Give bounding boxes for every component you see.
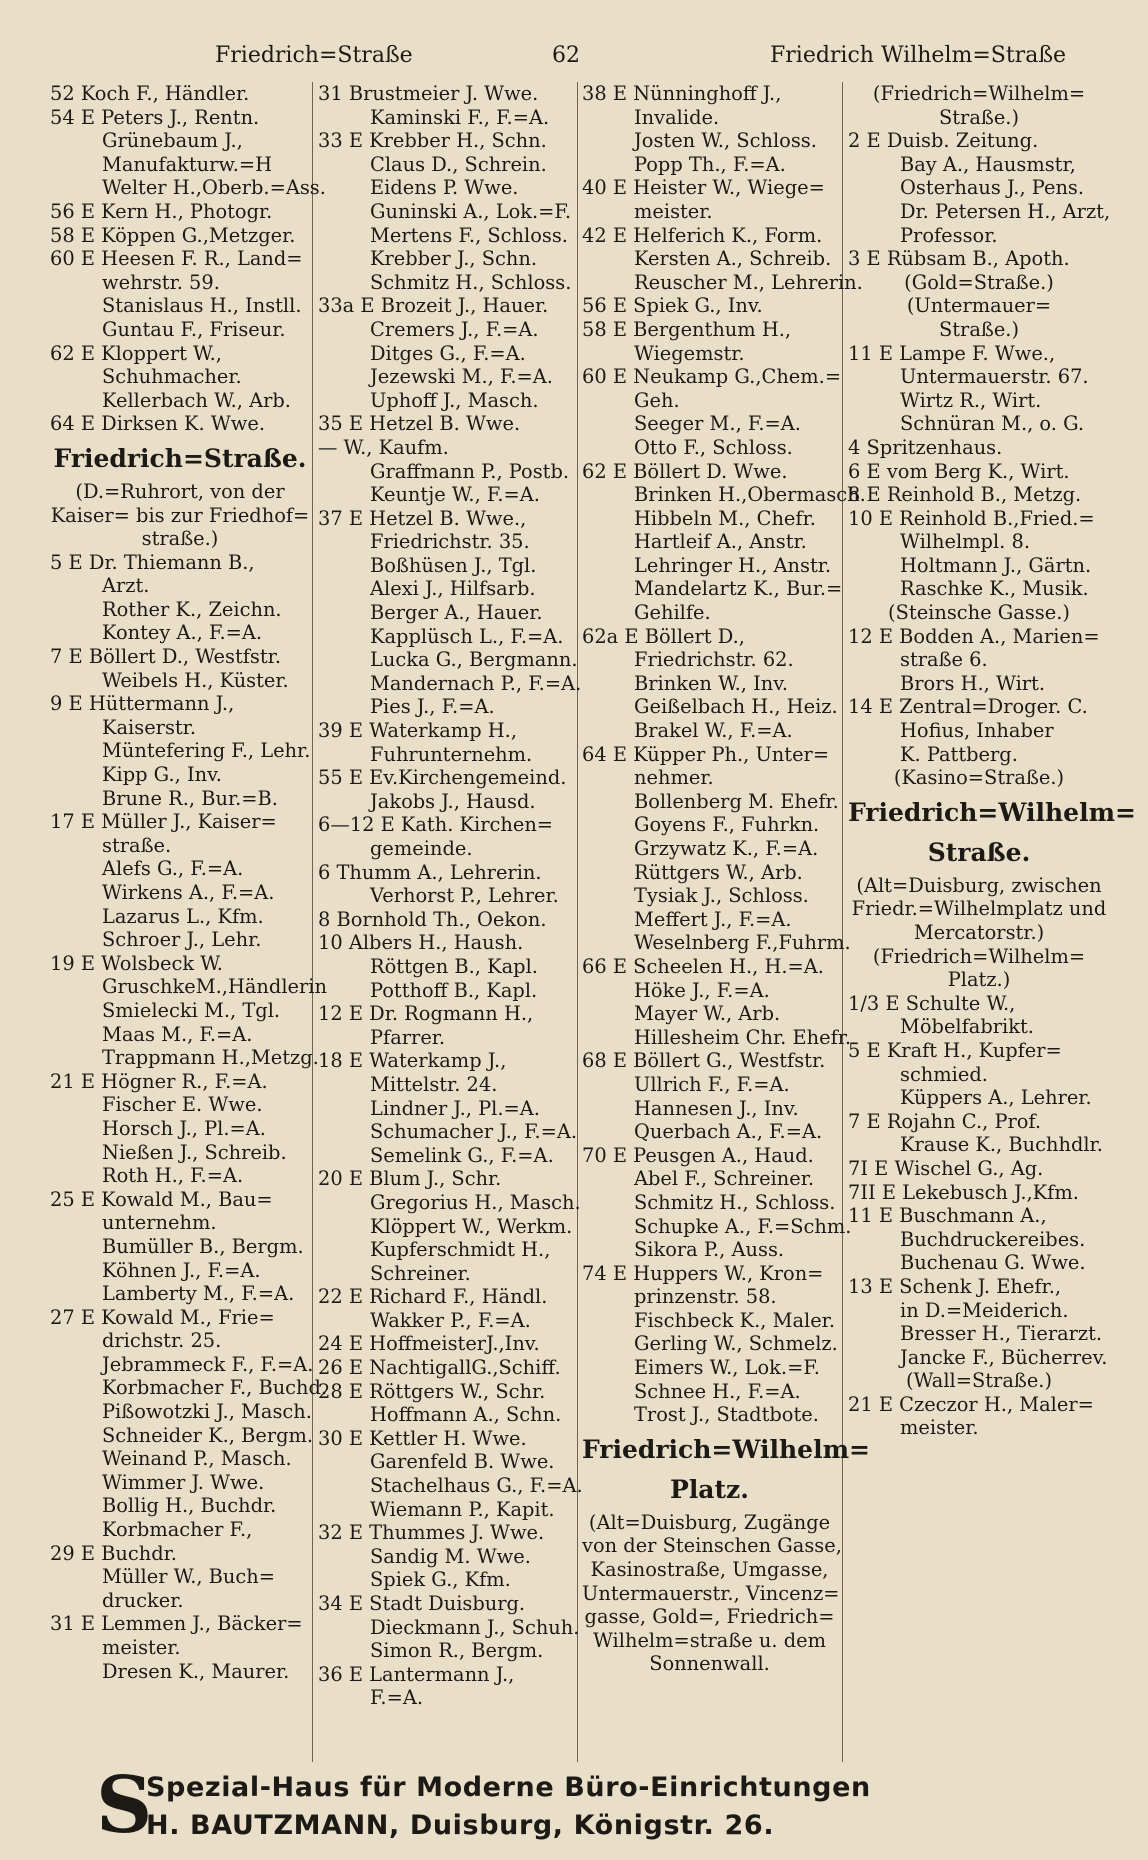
directory-line: Wirtz R., Wirt. <box>900 388 1042 412</box>
directory-line: 10 E Reinhold B.,Fried.= <box>848 506 1095 530</box>
directory-line: Korbmacher F., Buchd. <box>102 1376 328 1400</box>
directory-line: Wilhelmpl. 8. <box>900 530 1030 554</box>
directory-line: Bollenberg M. Ehefr. <box>634 789 839 813</box>
directory-line: Klöppert W., Werkm. <box>370 1214 573 1238</box>
directory-line: 5 E Dr. Thiemann B., <box>50 550 255 574</box>
directory-line: 62 E Böllert D. Wwe. <box>582 459 788 483</box>
directory-line: 62 E Kloppert W., <box>50 341 222 365</box>
street-note: gasse, Gold=, Friedrich= <box>584 1605 835 1629</box>
street-heading: Straße. <box>927 837 1031 867</box>
street-note: (Steinsche Gasse.) <box>888 601 1070 625</box>
directory-line: Sikora P., Auss. <box>634 1238 785 1262</box>
street-heading: Friedrich=Wilhelm= <box>848 797 1136 827</box>
column-4 <box>848 82 1136 1440</box>
directory-line: Invalide. <box>634 105 720 129</box>
directory-line: Mandelartz K., Bur.= <box>634 577 843 601</box>
street-note: (Alt=Duisburg, Zugänge <box>588 1510 831 1534</box>
directory-line: 58 E Köppen G.,Metzger. <box>50 223 296 247</box>
directory-line: 30 E Kettler H. Wwe. <box>318 1426 527 1450</box>
directory-line: 34 E Stadt Duisburg. <box>318 1592 526 1615</box>
directory-line: Horsch J., Pl.=A. <box>102 1116 266 1140</box>
directory-line: 12 E Dr. Rogmann H., <box>318 1002 534 1026</box>
street-note: Kasinostraße, Umgasse, <box>590 1558 829 1582</box>
advertisement-banner <box>96 1760 1076 1851</box>
directory-line: Brakel W., F.=A. <box>634 719 793 743</box>
directory-line: 32 E Thummes J. Wwe. <box>318 1521 545 1545</box>
ad-initial-letter: S <box>96 1760 153 1851</box>
directory-line: 38 E Nünninghoff J., <box>582 82 782 105</box>
column-3 <box>582 82 870 1676</box>
directory-line: unternehm. <box>102 1211 217 1235</box>
directory-line: Hoffmann A., Schn. <box>370 1403 562 1427</box>
directory-line: 36 E Lantermann J., <box>318 1662 515 1686</box>
directory-line: Abel F., Schreiner. <box>634 1167 815 1191</box>
running-head-left: Friedrich=Straße <box>215 43 413 68</box>
directory-line: Dieckmann J., Schuh. <box>370 1615 580 1639</box>
street-note: Straße.) <box>938 317 1020 341</box>
directory-line: Ditges G., F.=A. <box>370 341 526 365</box>
directory-line: Hofius, Inhaber <box>900 719 1054 743</box>
column-1 <box>50 82 328 1683</box>
directory-line: 66 E Scheelen H., H.=A. <box>582 954 824 978</box>
street-note: (D.=Ruhrort, von der <box>75 479 285 503</box>
directory-line: Alexi J., Hilfsarb. <box>370 577 536 601</box>
directory-line: 21 E Högner R., F.=A. <box>50 1069 268 1093</box>
directory-line: Mertens F., Schloss. <box>370 223 568 247</box>
street-note: Friedr.=Wilhelmplatz und <box>851 897 1107 921</box>
directory-line: Küppers A., Lehrer. <box>900 1086 1092 1110</box>
directory-line: Kellerbach W., Arb. <box>102 388 291 412</box>
directory-line: Schupke A., F.=Schm. <box>634 1214 852 1238</box>
directory-line: Friedrichstr. 35. <box>370 530 530 554</box>
directory-line: Guntau F., Friseur. <box>102 317 286 341</box>
directory-line: Otto F., Schloss. <box>634 435 793 459</box>
directory-line: Pies J., F.=A. <box>370 695 495 719</box>
directory-line: 64 E Dirksen K. Wwe. <box>50 412 265 436</box>
directory-line: Geh. <box>634 388 680 412</box>
directory-line: Arzt. <box>102 574 150 598</box>
directory-line: Kontey A., F.=A. <box>102 621 263 645</box>
directory-line: Alefs G., F.=A. <box>102 857 244 881</box>
directory-line: 24 E HoffmeisterJ.,Inv. <box>318 1332 540 1356</box>
directory-line: 33 E Krebber H., Schn. <box>318 129 547 153</box>
directory-line: Semelink G., F.=A. <box>370 1143 554 1167</box>
street-heading: Platz. <box>670 1474 749 1504</box>
directory-line: 64 E Küpper Ph., Unter= <box>582 742 830 766</box>
street-note: Straße.) <box>938 105 1020 129</box>
street-note: (Kasino=Straße.) <box>893 766 1065 790</box>
directory-line: 60 E Heesen F. R., Land= <box>50 247 303 271</box>
directory-line: Buchenau G. Wwe. <box>900 1251 1086 1275</box>
directory-line: Friedrichstr. 62. <box>634 648 794 672</box>
directory-line: Lamberty M., F.=A. <box>102 1282 295 1306</box>
directory-line: Wakker P., F.=A. <box>370 1308 531 1332</box>
directory-line: Röttgen B., Kapl. <box>370 954 538 978</box>
directory-line: 52 Koch F., Händler. <box>50 82 250 105</box>
directory-line: Guninski A., Lok.=F. <box>370 199 572 223</box>
directory-line: 28 E Röttgers W., Schr. <box>318 1379 546 1403</box>
directory-line: Spiek G., Kfm. <box>370 1568 511 1592</box>
directory-line: Osterhaus J., Pens. <box>900 176 1085 200</box>
directory-line: 21 E Czeczor H., Maler= <box>848 1392 1094 1416</box>
directory-line: 35 E Hetzel B. Wwe. <box>318 412 521 436</box>
directory-line: Gregorius H., Masch. <box>370 1190 581 1214</box>
directory-line: Köhnen J., F.=A. <box>102 1258 261 1282</box>
directory-line: Manufakturw.=H <box>102 152 273 176</box>
directory-line: 68 E Böllert G., Westfstr. <box>582 1049 826 1073</box>
directory-line: Roth H., F.=A. <box>102 1164 244 1188</box>
street-note: (Friedrich=Wilhelm= <box>872 82 1086 105</box>
directory-line: 42 E Helferich K., Form. <box>582 223 823 247</box>
directory-line: 31 E Lemmen J., Bäcker= <box>50 1612 303 1636</box>
directory-line: meister. <box>634 199 713 223</box>
directory-line: Bresser H., Tierarzt. <box>900 1322 1103 1346</box>
directory-line: 70 E Peusgen A., Haud. <box>582 1143 814 1167</box>
street-note: (Wall=Straße.) <box>905 1369 1053 1393</box>
directory-line: Stanislaus H., Instll. <box>102 294 302 318</box>
directory-line: Müller W., Buch= <box>102 1565 276 1589</box>
directory-line: Grünebaum J., <box>102 129 243 153</box>
directory-line: Seeger M., F.=A. <box>634 412 801 436</box>
directory-line: 1/3 E Schulte W., <box>848 991 1016 1015</box>
directory-line: Josten W., Schloss. <box>634 129 817 153</box>
directory-line: Holtmann J., Gärtn. <box>900 553 1092 577</box>
directory-line: Graffmann P., Postb. <box>370 459 570 483</box>
directory-line: Welter H.,Oberb.=Ass. <box>102 176 326 200</box>
directory-line: Brune R., Bur.=B. <box>102 786 278 810</box>
directory-line: Fuhrunternehm. <box>370 742 533 766</box>
directory-line: Buchdruckereibes. <box>900 1227 1086 1251</box>
directory-line: Berger A., Hauer. <box>370 601 543 625</box>
directory-line: Weibels H., Küster. <box>102 668 289 692</box>
directory-line: prinzenstr. 58. <box>634 1285 777 1309</box>
directory-line: Mayer W., Arb. <box>634 1002 781 1026</box>
directory-line: Kaminski F., F.=A. <box>370 105 550 129</box>
column-rule <box>577 82 578 1762</box>
directory-line: Lehringer H., Anstr. <box>634 553 832 577</box>
directory-line: 14 E Zentral=Droger. C. <box>848 695 1088 719</box>
directory-line: Trappmann H.,Metzg. <box>102 1046 319 1070</box>
directory-line: 55 E Ev.Kirchengemeind. <box>318 766 567 790</box>
directory-line: Lazarus L., Kfm. <box>102 904 264 928</box>
directory-line: 6—12 E Kath. Kirchen= <box>318 813 554 837</box>
directory-line: Dr. Petersen H., Arzt, <box>900 199 1111 223</box>
directory-line: Schnüran M., o. G. <box>900 412 1085 436</box>
directory-line: 58 E Bergenthum H., <box>582 317 792 341</box>
directory-line: K. Pattberg. <box>900 742 1018 766</box>
directory-line: Keuntje W., F.=A. <box>370 483 540 507</box>
directory-line: 2 E Duisb. Zeitung. <box>848 129 1039 153</box>
directory-line: 27 E Kowald M., Frie= <box>50 1305 275 1329</box>
street-note: (Untermauer= <box>906 294 1052 318</box>
street-note: Untermauerstr., Vincenz= <box>582 1581 840 1605</box>
directory-line: F.=A. <box>370 1686 424 1710</box>
directory-line: 29 E Buchdr. <box>50 1541 177 1565</box>
directory-line: straße. <box>102 833 172 857</box>
street-note: Wilhelm=straße u. dem <box>592 1628 827 1652</box>
directory-line: Schreiner. <box>370 1261 471 1285</box>
directory-line: Rother K., Zeichn. <box>102 597 282 621</box>
directory-line: 56 E Kern H., Photogr. <box>50 199 273 223</box>
directory-line: Potthoff B., Kapl. <box>370 978 538 1002</box>
directory-line: Meffert J., F.=A. <box>634 907 792 931</box>
directory-line: Verhorst P., Lehrer. <box>370 884 559 908</box>
directory-line: 7I E Wischel G., Ag. <box>848 1156 1044 1180</box>
directory-line: Mandernach P., F.=A. <box>370 671 582 695</box>
directory-line: Hillesheim Chr. Ehefr. <box>634 1025 852 1049</box>
directory-line: Schmitz H., Schloss. <box>370 270 572 294</box>
directory-line: 56 E Spiek G., Inv. <box>582 294 763 318</box>
directory-line: drucker. <box>102 1588 184 1612</box>
directory-line: Goyens F., Fuhrkn. <box>634 813 820 837</box>
directory-line: Rüttgers W., Arb. <box>634 860 803 884</box>
directory-line: 25 E Kowald M., Bau= <box>50 1187 273 1211</box>
directory-line: 33a E Brozeit J., Hauer. <box>318 294 549 318</box>
directory-line: Fischbeck K., Maler. <box>634 1308 835 1332</box>
street-note: von der Steinschen Gasse, <box>582 1534 842 1558</box>
directory-line: Schmitz H., Schloss. <box>634 1190 836 1214</box>
directory-line: 37 E Hetzel B. Wwe., <box>318 506 527 530</box>
directory-line: 5 E Kraft H., Kupfer= <box>848 1038 1062 1062</box>
directory-line: gemeinde. <box>370 837 473 860</box>
directory-line: Uphoff J., Masch. <box>370 388 539 412</box>
directory-line: 9 E Hüttermann J., <box>50 692 235 716</box>
street-note: straße.) <box>141 527 219 551</box>
directory-line: Jebrammeck F., F.=A. <box>102 1352 314 1376</box>
directory-line: 4 Spritzenhaus. <box>848 435 1003 459</box>
directory-line: Eimers W., Lok.=F. <box>634 1356 820 1380</box>
directory-line: 7 E Böllert D., Westfstr. <box>50 645 281 669</box>
directory-line: Bumüller B., Bergm. <box>102 1234 304 1258</box>
directory-line: 26 E NachtigallG.,Schiff. <box>318 1356 561 1380</box>
street-note: Mercatorstr.) <box>913 921 1045 944</box>
directory-line: Lindner J., Pl.=A. <box>370 1096 540 1120</box>
directory-line: Weselnberg F.,Fuhrm. <box>634 931 851 955</box>
directory-line: Brors H., Wirt. <box>900 671 1045 695</box>
directory-line: 7II E Lekebusch J.,Kfm. <box>848 1180 1079 1204</box>
directory-line: Trost J., Stadtbote. <box>634 1403 819 1427</box>
directory-line: Tysiak J., Schloss. <box>634 884 809 908</box>
directory-line: 19 E Wolsbeck W. <box>50 951 223 975</box>
directory-line: Kupferschmidt H., <box>370 1238 551 1262</box>
directory-line: Eidens P. Wwe. <box>370 176 519 200</box>
directory-line: Schnee H., F.=A. <box>634 1379 801 1403</box>
directory-line: 6 E vom Berg K., Wirt. <box>848 459 1070 483</box>
directory-line: 31 Brustmeier J. Wwe. <box>318 82 539 105</box>
directory-line: Grzywatz K., F.=A. <box>634 837 819 860</box>
directory-line: Dresen K., Maurer. <box>102 1659 290 1683</box>
street-note: (Friedrich=Wilhelm= <box>872 944 1086 968</box>
directory-line: drichstr. 25. <box>102 1329 222 1353</box>
column-2 <box>318 82 583 1710</box>
directory-line: — W., Kaufm. <box>318 435 449 459</box>
directory-line: Geißelbach H., Heiz. <box>634 695 838 719</box>
street-note: (Alt=Duisburg, zwischen <box>856 873 1102 897</box>
directory-line: Schroer J., Lehr. <box>102 928 262 952</box>
street-heading: Friedrich=Straße. <box>53 443 307 473</box>
directory-line: Brinken W., Inv. <box>634 671 789 695</box>
directory-line: 12 E Bodden A., Marien= <box>848 624 1100 648</box>
directory-line: 11 E Lampe F. Wwe., <box>848 341 1056 365</box>
directory-line: Schumacher J., F.=A. <box>370 1120 578 1144</box>
directory-line: 10 Albers H., Haush. <box>318 931 524 955</box>
directory-line: Wirkens A., F.=A. <box>102 881 275 904</box>
directory-line: Reuscher M., Lehrerin. <box>634 270 863 294</box>
directory-line: Wiemann P., Kapit. <box>370 1497 555 1521</box>
street-note: Kaiser= bis zur Friedhof= <box>50 503 310 527</box>
directory-line: 40 E Heister W., Wiege= <box>582 176 825 200</box>
directory-line: 20 E Blum J., Schr. <box>318 1167 502 1191</box>
page-number: 62 <box>552 43 580 68</box>
directory-line: straße 6. <box>900 648 988 672</box>
directory-line: Gehilfe. <box>634 601 711 625</box>
directory-line: Hibbeln M., Chefr. <box>634 506 816 530</box>
directory-line: Boßhüsen J., Tgl. <box>370 553 537 577</box>
directory-line: Maas M., F.=A. <box>102 1022 253 1046</box>
directory-line: 18 E Waterkamp J., <box>318 1049 507 1073</box>
directory-line: Krebber J., Schn. <box>370 247 538 271</box>
directory-line: 8 E Reinhold B., Metzg. <box>848 483 1082 507</box>
directory-line: 62a E Böllert D., <box>582 624 745 648</box>
directory-line: Pißowotzki J., Masch. <box>102 1400 312 1424</box>
directory-line: Lucka G., Bergmann. <box>370 648 578 672</box>
directory-line: Schneider K., Bergm. <box>102 1423 314 1447</box>
running-head-right: Friedrich Wilhelm=Straße <box>770 43 1067 68</box>
directory-line: Jakobs J., Hausd. <box>370 789 536 813</box>
street-note: Platz.) <box>947 968 1011 992</box>
directory-line: Müntefering F., Lehr. <box>102 739 311 763</box>
directory-line: 74 E Huppers W., Kron= <box>582 1261 824 1285</box>
directory-line: in D.=Meiderich. <box>900 1298 1069 1322</box>
directory-line: Mittelstr. 24. <box>370 1072 498 1096</box>
directory-line: Möbelfabrikt. <box>900 1015 1034 1039</box>
directory-line: Claus D., Schrein. <box>370 152 547 176</box>
directory-line: meister. <box>102 1636 181 1659</box>
directory-line: Smielecki M., Tgl. <box>102 998 281 1022</box>
directory-line: 11 E Buschmann A., <box>848 1204 1047 1228</box>
directory-line: 3 E Rübsam B., Apoth. <box>848 247 1070 271</box>
directory-line: Jancke F., Bücherrev. <box>900 1345 1108 1369</box>
directory-line: Gerling W., Schmelz. <box>634 1332 838 1356</box>
directory-line: 54 E Peters J., Rentn. <box>50 105 260 129</box>
directory-line: meister. <box>900 1416 979 1440</box>
directory-line: Jezewski M., F.=A. <box>370 365 553 389</box>
directory-line: Schuhmacher. <box>102 365 242 389</box>
directory-line: nehmer. <box>634 766 714 790</box>
directory-line: Krause K., Buchhdlr. <box>900 1133 1103 1157</box>
directory-line: Kersten A., Schreib. <box>634 247 832 271</box>
directory-line: Garenfeld B. Wwe. <box>370 1450 555 1474</box>
directory-line: Kaiserstr. <box>102 715 196 739</box>
directory-line: Kapplüsch L., F.=A. <box>370 624 564 648</box>
directory-line: 13 E Schenk J. Ehefr., <box>848 1274 1062 1298</box>
directory-line: schmied. <box>900 1062 988 1086</box>
directory-line: Pfarrer. <box>370 1025 446 1049</box>
directory-line: Bay A., Hausmstr, <box>900 152 1076 176</box>
street-heading: Friedrich=Wilhelm= <box>582 1434 870 1464</box>
ad-line-2: H. BAUTZMANN, Duisburg, Königstr. 26. <box>146 1810 775 1841</box>
directory-line: Brinken H.,Obermasch. <box>634 483 866 507</box>
directory-line: Fischer E. Wwe. <box>102 1093 263 1117</box>
directory-line: Korbmacher F., <box>102 1518 253 1542</box>
directory-line: Professor. <box>900 223 998 247</box>
directory-line: Untermauerstr. 67. <box>900 365 1089 389</box>
directory-line: 60 E Neukamp G.,Chem.= <box>582 365 842 389</box>
directory-line: Bollig H., Buchdr. <box>102 1494 277 1518</box>
directory-line: GruschkeM.,Händlerin <box>102 975 327 999</box>
directory-line: Raschke K., Musik. <box>900 577 1089 601</box>
directory-line: Höke J., F.=A. <box>634 978 770 1002</box>
directory-line: Popp Th., F.=A. <box>634 152 786 176</box>
directory-line: Weinand P., Masch. <box>102 1447 292 1471</box>
directory-line: Querbach A., F.=A. <box>634 1120 823 1144</box>
directory-line: 22 E Richard F., Händl. <box>318 1285 548 1309</box>
directory-line: 6 Thumm A., Lehrerin. <box>318 860 542 884</box>
directory-line: Sandig M. Wwe. <box>370 1544 531 1568</box>
directory-line: 8 Bornhold Th., Oekon. <box>318 907 547 931</box>
directory-line: 39 E Waterkamp H., <box>318 719 518 743</box>
column-rule <box>842 82 843 1762</box>
directory-line: Hartleif A., Anstr. <box>634 530 807 554</box>
directory-line: Wimmer J. Wwe. <box>102 1470 265 1494</box>
directory-line: Stachelhaus G., F.=A. <box>370 1474 583 1498</box>
column-rule <box>312 82 313 1762</box>
directory-line: Nießen J., Schreib. <box>102 1140 287 1164</box>
directory-line: Cremers J., F.=A. <box>370 317 539 341</box>
directory-line: Simon R., Bergm. <box>370 1639 544 1663</box>
directory-line: Kipp G., Inv. <box>102 763 222 787</box>
street-note: (Gold=Straße.) <box>904 270 1054 294</box>
directory-line: 7 E Rojahn C., Prof. <box>848 1109 1042 1133</box>
directory-line: Wiegemstr. <box>634 341 745 365</box>
directory-line: Ullrich F., F.=A. <box>634 1072 790 1096</box>
directory-line: 17 E Müller J., Kaiser= <box>50 810 277 834</box>
ad-line-1: Spezial-Haus für Moderne Büro-Einrichtungen <box>146 1772 871 1803</box>
street-note: Sonnenwall. <box>649 1652 770 1676</box>
directory-line: wehrstr. 59. <box>102 270 220 294</box>
directory-line: Hannesen J., Inv. <box>634 1096 799 1120</box>
